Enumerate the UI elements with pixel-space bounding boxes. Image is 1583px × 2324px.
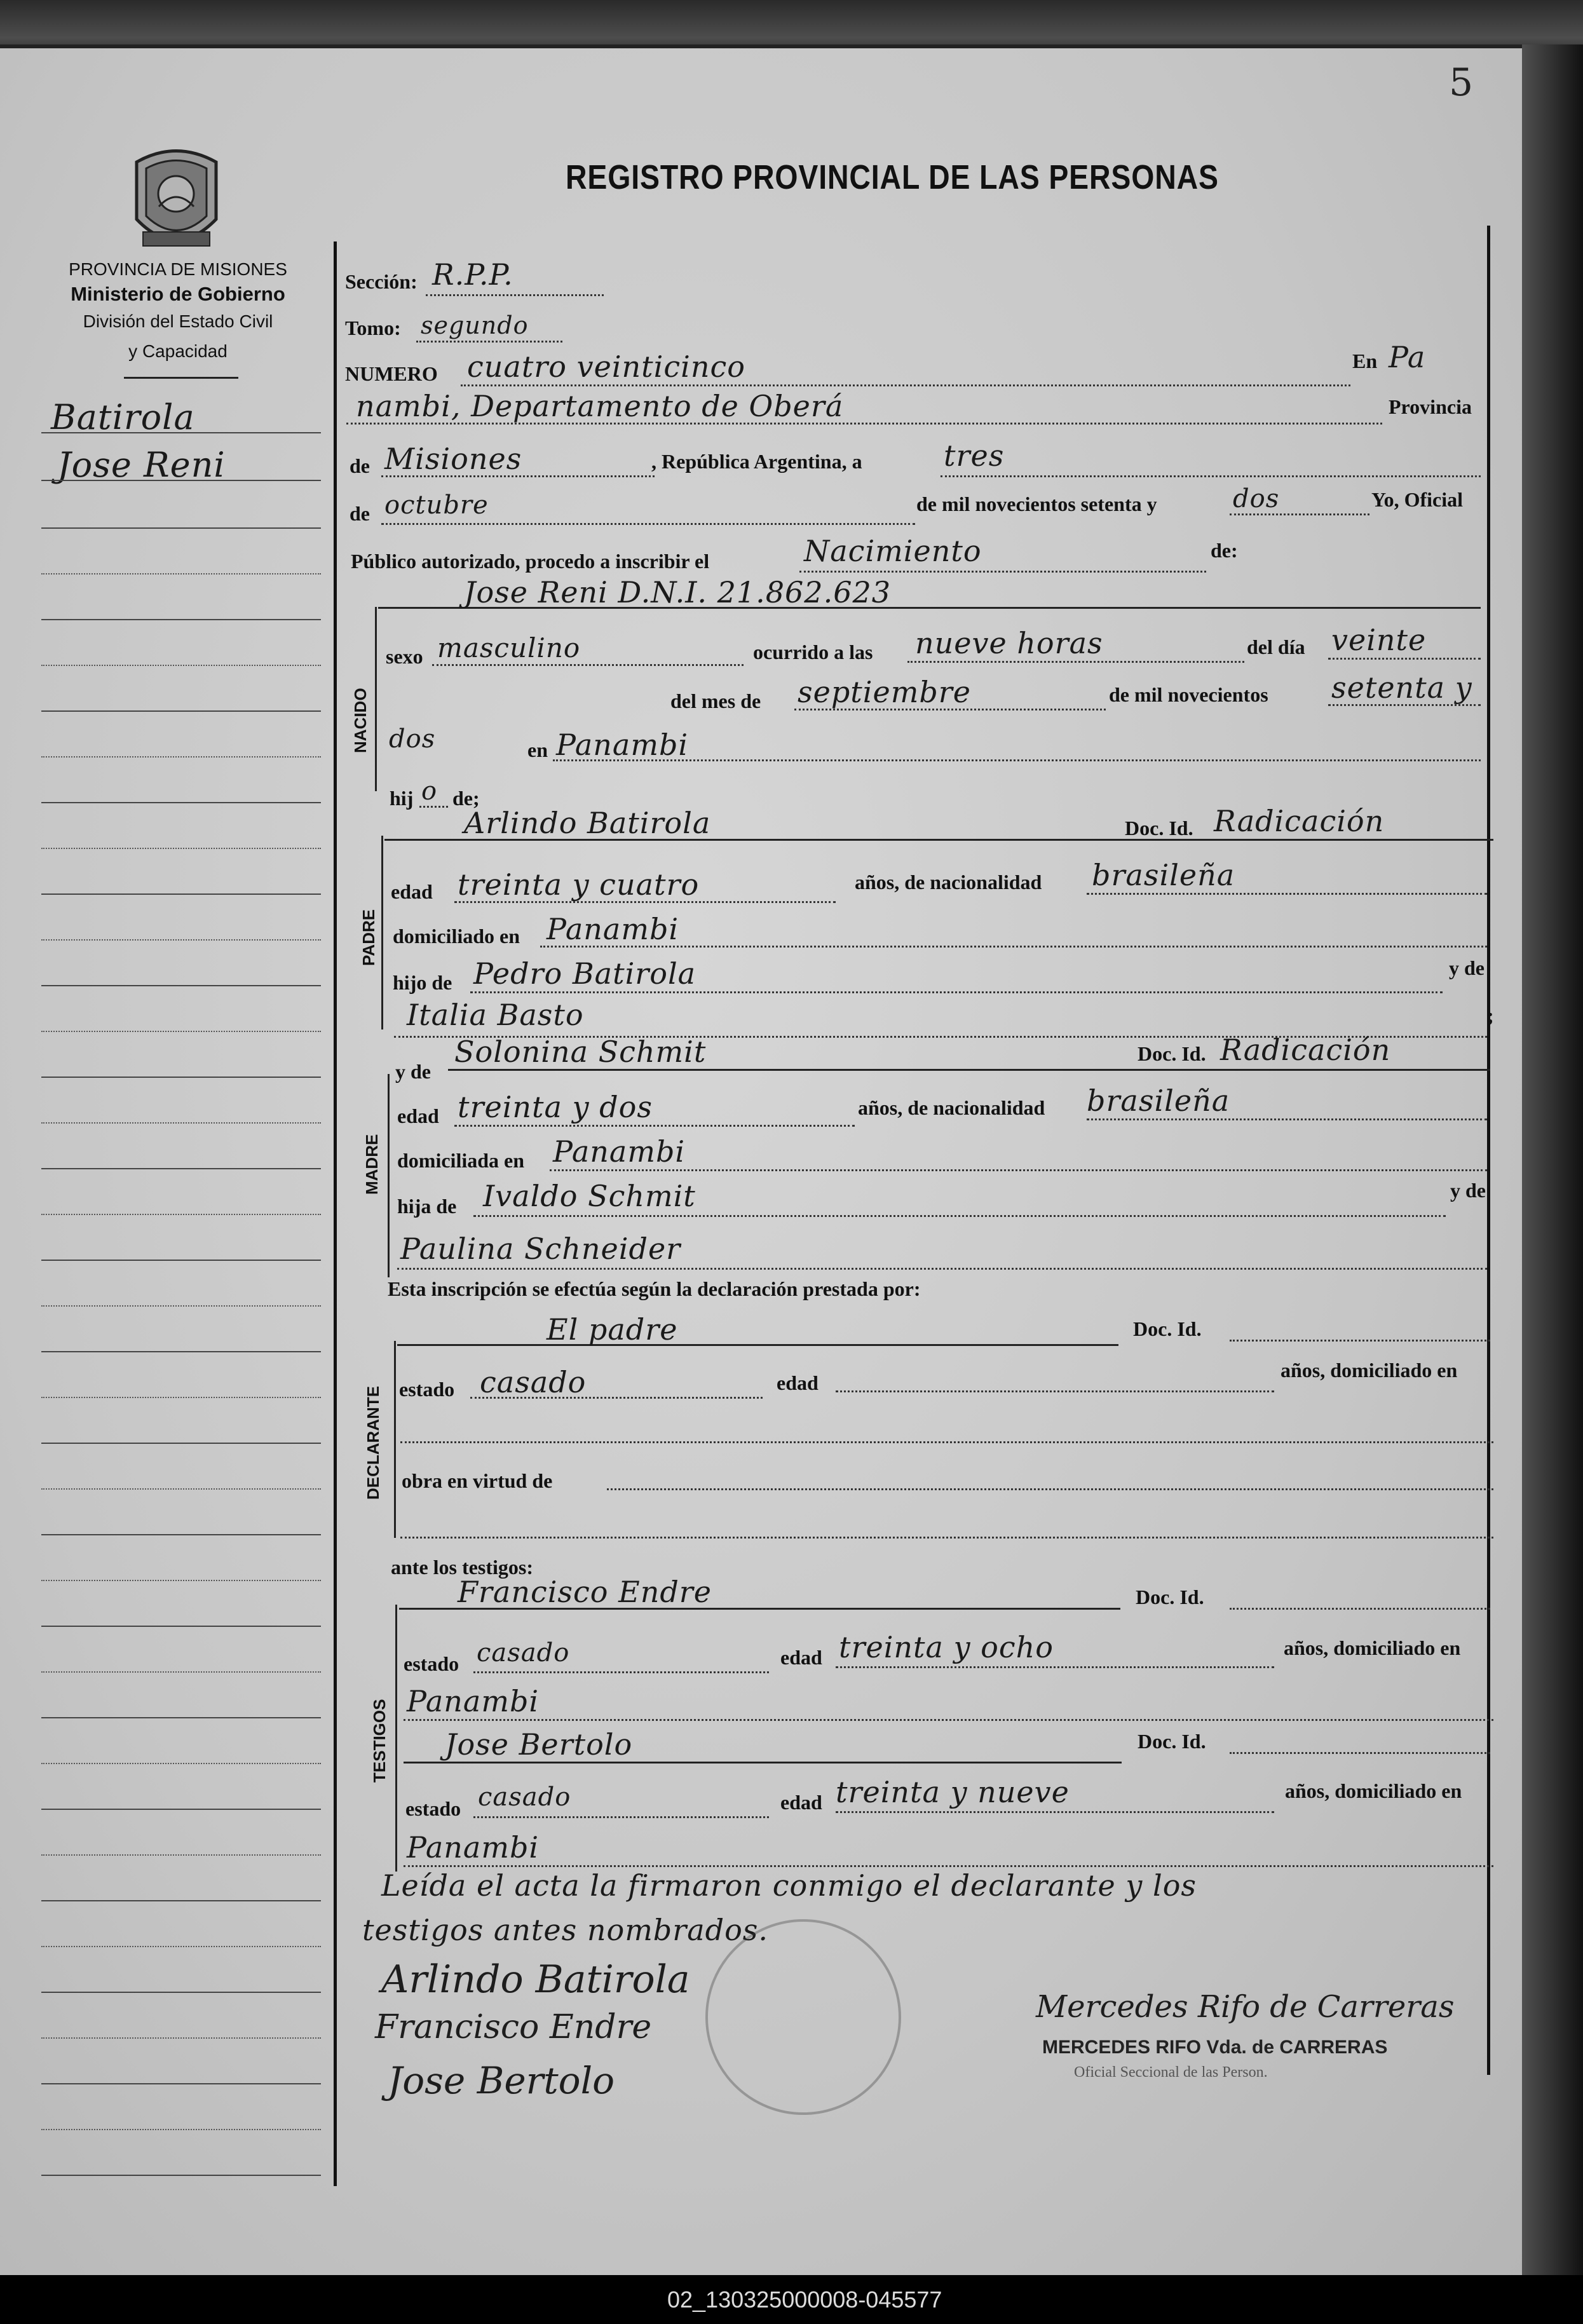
margin-line [41, 1031, 321, 1032]
line-acto [799, 571, 1206, 573]
label-t1-anos: años, domiciliado en [1284, 1636, 1461, 1659]
round-official-stamp [705, 1919, 901, 2115]
margin-surname: Batirola [51, 397, 195, 437]
line-madre-dom [550, 1169, 1487, 1171]
line-t2-doc [1230, 1752, 1490, 1754]
value-madre-dom: Panambi [553, 1134, 686, 1169]
section-label-padre: PADRE [359, 909, 378, 966]
label-t2-edad: edad [780, 1791, 822, 1814]
value-sexo: masculino [437, 632, 581, 663]
label-madre-nac: años, de nacionalidad [858, 1096, 1045, 1119]
label-hija-de: hija de [397, 1195, 457, 1218]
value-nombre: Jose Reni D.N.I. 21.862.623 [464, 575, 891, 609]
line-sexo [432, 664, 744, 666]
margin-line [41, 2129, 321, 2130]
line-seccion [426, 294, 604, 296]
label-decl-doc: Doc. Id. [1133, 1317, 1202, 1340]
label-republica: , República Argentina, a [651, 450, 862, 473]
line-mes [381, 523, 915, 525]
label-provincia: Provincia [1389, 395, 1472, 418]
margin-line [41, 1351, 321, 1352]
value-provincia: Misiones [384, 442, 522, 476]
value-t1-edad: treinta y ocho [839, 1630, 1054, 1664]
page-number: 5 [1449, 60, 1474, 105]
margin-line [41, 756, 321, 758]
margin-line [41, 1900, 321, 1901]
label-madre-doc: Doc. Id. [1138, 1042, 1206, 1065]
label-inscripcion: Esta inscripción se efectúa según la declaración prestada por: [388, 1277, 921, 1300]
margin-line [41, 1214, 321, 1215]
value-numero: cuatro veinticinco [467, 350, 745, 384]
book-edge [1522, 44, 1583, 2275]
label-t2-anos: años, domiciliado en [1285, 1779, 1462, 1802]
margin-line [41, 1260, 321, 1261]
value-padre-nombre: Arlindo Batirola [464, 806, 711, 840]
closing-line-1: Leída el acta la firmaron conmigo el declarante y los [381, 1868, 1197, 1903]
label-madre-edad: edad [397, 1104, 439, 1127]
margin-line [41, 802, 321, 803]
margin-line [41, 2037, 321, 2039]
value-mes: octubre [384, 491, 489, 520]
section-bar-madre [388, 1074, 390, 1277]
label-de2: de [350, 502, 370, 525]
label-de: de [350, 454, 370, 477]
value-dia: tres [944, 438, 1005, 473]
value-hijo-sufijo: o [421, 777, 438, 806]
margin-line [41, 1168, 321, 1169]
value-testigo1: Francisco Endre [458, 1575, 712, 1609]
label-mil-setenta: de mil novecientos setenta y [916, 493, 1157, 515]
line-t1-doc [1230, 1608, 1490, 1610]
label-ocurrido: ocurrido a las [753, 641, 873, 663]
line-dia-nac [1328, 658, 1481, 660]
line-dia [941, 475, 1481, 477]
margin-line [41, 939, 321, 941]
line-obra-2 [400, 1537, 1493, 1539]
label-de-semicolon: de; [452, 787, 480, 810]
label-semicolon: ; [1487, 1004, 1494, 1027]
margin-line [41, 985, 321, 986]
label-decl-anos: años, domiciliado en [1281, 1359, 1458, 1382]
section-bar-nacido [375, 607, 377, 791]
margin-line [41, 710, 321, 712]
value-t2-estado: casado [478, 1783, 571, 1812]
line-hijo [419, 806, 448, 808]
label-ante: ante los testigos: [391, 1556, 533, 1579]
value-lugar-nac: Panambi [556, 728, 689, 762]
label-mil-novecientos: de mil novecientos [1109, 683, 1268, 706]
margin-line [41, 480, 321, 481]
value-anio: dos [1233, 484, 1280, 513]
document-title: REGISTRO PROVINCIAL DE LAS PERSONAS [566, 158, 1219, 196]
line-t2-estado [473, 1816, 769, 1818]
margin-line [41, 1992, 321, 1993]
margin-line [41, 1534, 321, 1535]
label-publico: Público autorizado, procedo a inscribir el [351, 550, 710, 573]
margin-line [41, 527, 321, 529]
official-stamp-title: Oficial Seccional de las Person. [1074, 2064, 1268, 2081]
coat-of-arms-seal [124, 143, 229, 257]
value-testigo2: Jose Bertolo [445, 1727, 633, 1762]
label-sexo: sexo [386, 645, 423, 668]
margin-line [41, 1809, 321, 1810]
value-t1-estado: casado [477, 1638, 570, 1668]
value-madre-doc: Radicación [1220, 1033, 1391, 1067]
section-label-nacido: NACIDO [351, 688, 370, 753]
value-mes-nac: septiembre [798, 675, 971, 709]
value-seccion: R.P.P. [432, 257, 513, 292]
label-madre-dom: domiciliada en [397, 1149, 525, 1172]
value-declarante: El padre [547, 1312, 678, 1347]
signature-testigo1: Francisco Endre [375, 2008, 652, 2046]
margin-line [41, 573, 321, 574]
margin-line [41, 848, 321, 849]
value-tomo: segundo [421, 311, 529, 339]
label-y-de-2: y de [1450, 1179, 1486, 1202]
margin-line [41, 1305, 321, 1307]
margin-line [41, 1122, 321, 1124]
label-padre-doc: Doc. Id. [1125, 817, 1193, 839]
line-padre-nac [1087, 893, 1487, 895]
margin-line [41, 665, 321, 666]
official-stamp-name: MERCEDES RIFO Vda. de CARRERAS [1042, 2037, 1388, 2058]
margin-line [41, 1580, 321, 1581]
label-decl-edad: edad [777, 1371, 819, 1394]
line-numero [461, 384, 1350, 386]
image-id: 02_130325000008-045577 [667, 2287, 942, 2313]
section-label-testigos: TESTIGOS [370, 1699, 389, 1783]
section-label-madre: MADRE [362, 1134, 381, 1195]
margin-line [41, 432, 321, 433]
margin-line [41, 619, 321, 620]
line-madre-nombre [448, 1069, 1490, 1071]
margin-line [41, 894, 321, 895]
line-padre-dom [540, 946, 1487, 948]
closing-line-2: testigos antes nombrados. [362, 1913, 769, 1947]
line-t1-dom [404, 1719, 1493, 1721]
margin-line [41, 1626, 321, 1627]
label-del-dia: del día [1247, 635, 1305, 658]
value-madre-nac: brasileña [1087, 1084, 1230, 1118]
label-numero: NUMERO [345, 362, 438, 385]
label-del-mes: del mes de [670, 690, 761, 712]
signature-oficial: Mercedes Rifo de Carreras [1036, 1989, 1455, 2025]
label-yo-oficial: Yo, Oficial [1371, 488, 1463, 511]
left-frame-line [334, 241, 337, 2186]
label-y-de-madre: y de [395, 1060, 431, 1083]
label-t1-estado: estado [404, 1652, 459, 1675]
header-underline [124, 377, 238, 379]
footer-bar [0, 2275, 1583, 2324]
value-padre-padre: Pedro Batirola [473, 956, 696, 991]
margin-line [41, 1854, 321, 1856]
label-y-de: y de [1449, 956, 1484, 979]
issuer-ministry: Ministerio de Gobierno [71, 283, 285, 305]
margin-line [41, 1077, 321, 1078]
value-t2-edad: treinta y nueve [836, 1775, 1070, 1809]
right-frame-line [1487, 226, 1490, 2075]
value-madre-nombre: Solonina Schmit [454, 1035, 707, 1069]
value-madre-padre: Ivaldo Schmit [483, 1179, 696, 1213]
line-decl-doc [1230, 1340, 1490, 1342]
label-t2-doc: Doc. Id. [1138, 1730, 1206, 1753]
margin-line [41, 1443, 321, 1444]
line-decl-dom [400, 1441, 1493, 1443]
value-anio-nac: setenta y [1331, 670, 1472, 705]
issuer-division: División del Estado Civil [83, 311, 273, 331]
line-padre-padre [470, 991, 1443, 993]
section-bar-testigos [395, 1605, 397, 1872]
value-decl-estado: casado [480, 1365, 587, 1399]
line-madre-nac [1087, 1118, 1487, 1120]
line-t2-dom [404, 1865, 1493, 1867]
line-t1-edad [836, 1666, 1274, 1668]
label-hijo-de: hijo de [393, 971, 452, 994]
margin-line [41, 1717, 321, 1718]
margin-line [41, 2175, 321, 2176]
line-lugar-nac [553, 759, 1481, 761]
signature-testigo2: Jose Bertolo [388, 2059, 615, 2102]
value-padre-nac: brasileña [1092, 858, 1235, 892]
label-obra: obra en virtud de [402, 1469, 553, 1492]
label-hijo: hij [390, 787, 414, 810]
signature-declarante: Arlindo Batirola [381, 1957, 690, 2002]
value-anio-nac-2: dos [389, 724, 436, 754]
label-t1-edad: edad [780, 1646, 822, 1669]
label-t2-estado: estado [405, 1797, 461, 1820]
value-t1-dom: Panambi [407, 1684, 540, 1718]
line-decl-edad [836, 1390, 1274, 1392]
value-madre-edad: treinta y dos [458, 1090, 653, 1124]
label-tomo: Tomo: [345, 316, 401, 339]
section-bar-padre [381, 836, 383, 1029]
line-anio [1230, 513, 1369, 515]
line-t2-edad [836, 1811, 1274, 1813]
line-madre-edad [454, 1125, 855, 1127]
value-padre-madre: Italia Basto [407, 998, 584, 1032]
line-t1-estado [473, 1671, 769, 1673]
margin-given-name: Jose Reni [57, 445, 226, 485]
value-padre-edad: treinta y cuatro [458, 867, 700, 902]
issuer-province: PROVINCIA DE MISIONES [69, 259, 287, 279]
label-en: En [1352, 350, 1378, 372]
line-tomo [416, 341, 562, 343]
label-en: en [527, 738, 548, 761]
label-seccion: Sección: [345, 270, 418, 293]
label-decl-estado: estado [399, 1378, 455, 1401]
value-padre-dom: Panambi [547, 912, 679, 946]
line-declarante [397, 1344, 1118, 1346]
value-t2-dom: Panambi [407, 1830, 540, 1865]
margin-line [41, 1488, 321, 1490]
line-madre-padre [473, 1215, 1446, 1217]
line-madre-madre [397, 1268, 1487, 1270]
line-testigo2 [404, 1762, 1122, 1763]
margin-line [41, 2083, 321, 2084]
value-acto: Nacimiento [804, 534, 982, 568]
margin-line [41, 1397, 321, 1398]
value-madre-madre: Paulina Schneider [400, 1232, 681, 1266]
issuer-capacity: y Capacidad [128, 341, 228, 361]
line-hora [907, 661, 1244, 663]
value-en: Pa [1389, 340, 1426, 374]
label-padre-nac: años, de nacionalidad [855, 871, 1042, 894]
value-dia-nac: veinte [1331, 623, 1427, 657]
margin-line [41, 1946, 321, 1947]
margin-line [41, 1763, 321, 1764]
section-label-declarante: DECLARANTE [363, 1385, 383, 1500]
label-padre-dom: domiciliado en [393, 925, 520, 948]
value-hora: nueve horas [915, 626, 1103, 660]
value-padre-doc: Radicación [1214, 804, 1385, 838]
value-localidad: nambi, Departamento de Oberá [356, 389, 844, 423]
line-obra [607, 1488, 1493, 1490]
label-de-colon: de: [1211, 539, 1238, 562]
label-padre-edad: edad [391, 880, 433, 903]
margin-line [41, 1671, 321, 1673]
section-bar-declarante [394, 1341, 396, 1538]
label-t1-doc: Doc. Id. [1136, 1586, 1204, 1608]
